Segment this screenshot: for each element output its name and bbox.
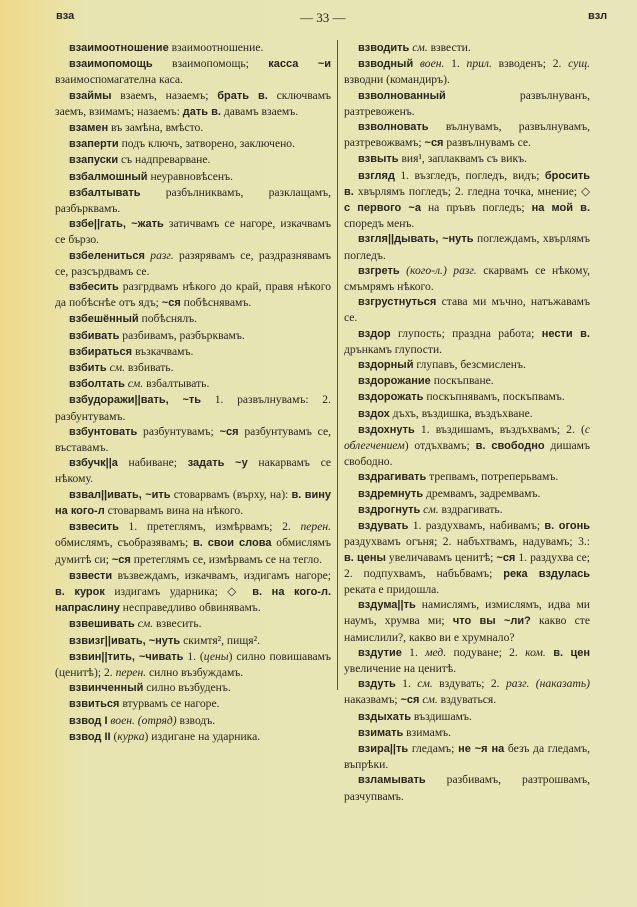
dictionary-entry [344,422,590,470]
dictionary-entry [55,649,331,680]
dictionary-entry [344,645,590,676]
headword: взаимоотношение [69,42,169,54]
translation: несправедливо обвинявамъ. [119,601,261,615]
translation: възвеждамъ, изкачвамъ, издигамъ нагоре; [112,568,331,582]
headword: взвинченный [69,682,144,695]
phrase: не ~я на [458,742,505,755]
grammar-label: перен. [115,665,147,679]
phrase: бросить в. [344,169,590,198]
translation: на пръвъ погледъ; [420,201,532,215]
dictionary-entry [55,136,331,152]
translation: побѣснявамъ. [180,296,252,310]
translation: наказвамъ; [344,693,401,707]
dictionary-entry [55,633,331,649]
grammar-label: прил. [466,57,492,71]
translation: претеглямъ се, измѣрвамъ се на тегло. [130,552,322,566]
dictionary-entry [344,676,590,708]
translation: глупавъ, безсмисленъ. [413,358,526,372]
translation: ) издигане на ударника. [144,729,261,743]
dictionary-entry [344,741,590,772]
headword: взбалмошный [69,170,148,183]
headword: вздорожать [358,391,424,404]
running-head-first-word: вза [56,10,75,22]
headword: взапуски [69,154,119,167]
translation: побѣснялъ. [138,312,198,326]
translation: взводъ. [176,713,216,727]
headword: взгреть [358,264,400,277]
headword: вздорный [358,359,414,372]
translation: развълнувамъ се. [443,136,531,150]
headword: взбелениться [69,249,145,262]
headword: взгля||дывать, ~нуть [358,233,474,246]
grammar-label: ком. [525,645,546,659]
headword: вздрагивать [358,471,427,484]
headword: взводный [358,58,414,71]
translation: реката е придошла. [344,582,440,596]
grammar-label: мед. [425,645,447,659]
grammar-label: см. [420,502,439,516]
dictionary-entry [344,486,590,502]
dictionary-entry [55,568,331,617]
dictionary-entry [55,311,331,327]
headword: взимать [358,726,404,739]
translation: разбълниквамъ, разклащамъ, разбърквамъ. [55,185,331,216]
phrase: ~ся [111,553,131,566]
translation: взаимоспомагателна каса. [55,73,183,87]
translation: 1. [401,645,426,659]
translation: поскъпнявамъ, поскъпвамъ. [423,390,565,404]
grammar-label: разг. [144,248,174,262]
headword: взвизг||ивать, ~нуть [69,634,181,647]
translation: ) силно повишавамъ (ценитѣ); 2. [55,649,331,679]
phrase: в. вину на кого-л [55,488,331,517]
translation: 1. претеглямъ, измѣрвамъ; 2. [118,520,301,534]
translation: ) отдъхвамъ; [404,439,476,453]
translation: обмислямъ, съобразявамъ; [55,536,193,550]
phrase: что вы ~ли? [452,615,531,628]
translation: взбивать. [125,361,174,375]
translation: трепвамъ, потреперьвамъ. [426,470,559,484]
dictionary-entry [55,376,331,392]
headword: взбивать [69,329,120,342]
translation: разбунтувамъ; [137,424,220,438]
grammar-label: см. [419,693,438,707]
phrase: в. свободно [475,440,545,453]
translation: сключвамъ заемъ, взимамъ; назаемъ: [55,88,332,118]
grammar-label: воен. (отряд) [107,713,177,727]
headword: взаперти [69,138,119,151]
dictionary-entry [344,518,590,597]
dictionary-entry [55,185,331,216]
translation: разбунтувамъ се, въставамъ. [55,424,332,455]
translation: развълнуванъ, разтревоженъ. [344,88,590,118]
phrase: в. свои слова [193,537,272,550]
dictionary-entry [344,40,590,56]
headword: взвешивать [69,618,135,631]
headword: взвыть [358,153,399,166]
headword: вздуть [358,678,396,691]
dictionary-entry [55,88,331,120]
headword: взволновать [358,121,429,134]
phrase: задать ~у [187,457,248,470]
translation: глупость; праздна работа; [390,326,542,340]
translation: взаемъ, назаемъ; [111,88,218,102]
dictionary-entry [344,389,590,405]
translation: подуване; 2. [446,645,526,659]
headword: вздувать [358,520,409,533]
phrase: в. цен [545,646,590,659]
grammar-label: перен. [300,520,331,534]
headword: взвод I [69,714,108,727]
translation: силно възбуденъ. [143,681,231,695]
dictionary-entry [55,344,331,360]
translation: вълнувамъ, развълнувамъ, разтревожвамъ; [344,120,590,150]
translation: разярявамъ се, раздразнявамъ се, разсърдвамъ се. [55,248,331,278]
dictionary-entry [344,597,590,645]
phrase: ~ся [424,137,444,150]
dictionary-entry [344,231,590,262]
translation: 1. [444,57,467,71]
page-number: — 33 — [300,10,346,25]
headword: взламывать [358,774,426,787]
translation: въздишамъ. [411,709,472,723]
translation: скарвамъ се нѣкому, смъмрямъ нѣкого. [344,263,590,294]
translation: какво сте намислили?, какво ви е хрумнало? [344,614,591,644]
phrase: касса ~и [268,58,332,71]
translation: ( [110,729,118,743]
dictionary-entry [55,392,331,423]
translation: намислямъ, измислямъ, идва ми наумъ, хрумва ми; [344,598,590,628]
translation: взводни (командиръ). [344,73,450,87]
translation: поглеждамъ, хвърлямъ погледъ. [344,232,590,262]
dictionary-entry [55,169,331,185]
translation: вия¹, заплаквамъ съ викъ. [398,152,528,166]
dictionary-entry [344,294,590,325]
translation: взаимопомощь; [152,57,269,71]
headword: взвал||ивать, ~ить [69,488,171,501]
translation: възкачвамъ. [132,344,194,358]
translation: раздухвамъ огъня; 2. набъхтвамъ, надувамъ; 3.: [344,535,590,549]
dictionary-entry [55,455,331,486]
headword: взбучк||а [69,457,118,470]
headword: взаимопомощь [69,58,153,71]
phrase: ~ся [161,297,181,310]
dictionary-entry [55,152,331,168]
dictionary-entry [344,709,590,725]
dictionary-entry [344,326,590,357]
dictionary-entry [344,406,590,422]
headword: вздорожание [358,375,431,388]
dictionary-entry [344,119,590,151]
phrase: дать в. [182,105,221,118]
grammar-label: сущ. [568,57,590,71]
dictionary-entry [344,263,590,294]
dictionary-entry [344,502,590,518]
grammar-label: (кого-л.) разг. [399,263,477,277]
dictionary-entry [344,469,590,485]
headword: взгляд [358,169,395,182]
phrase: ~ся [219,425,239,438]
translation: дремвамъ, задремвамъ. [423,486,541,500]
dictionary-entry [344,357,590,373]
grammar-label: цены [203,649,229,663]
translation: 1. развълнувамъ: 2. разбунтувамъ. [55,393,331,423]
dictionary-entry [344,168,590,232]
headword: взвесить [69,521,119,534]
grammar-label: разг. (наказать) [506,677,590,691]
dictionary-entry [55,680,331,696]
grammar-label: см. [409,41,428,54]
translation: 1. въздишамъ, въздъхвамъ; 2. ( [414,422,585,436]
headword: взвод II [69,730,111,743]
headword: вздрогнуть [358,503,421,516]
translation: въ замѣна, вмѣсто. [108,121,204,135]
dictionary-entry [55,120,331,136]
headword: взамен [69,122,109,135]
phrase: в. на кого-л. напраслину [55,585,331,615]
translation: давамъ взаемъ. [220,104,299,118]
headword: взаймы [69,89,112,102]
translation: стоварвамъ (върху, на): [170,487,292,501]
dictionary-entry [55,519,331,568]
dictionary-entry [344,772,590,803]
headword: вздума||ть [358,599,416,612]
translation: увеличение на ценитѣ. [344,661,457,675]
headword: взбалтывать [69,186,141,199]
translation: става ми мъчно, натъжавамъ се. [344,295,590,325]
dictionary-entry [55,279,331,311]
translation: хвърлямъ погледъ; 2. гледна точка, мнение; ◇ [353,184,590,198]
translation: взаимоотношение. [168,41,264,54]
column-divider [337,40,338,690]
translation: неуравновѣсенъ. [147,169,234,183]
headword: взгрустнуться [358,296,437,309]
translation: издигамъ ударника; ◇ [104,584,253,598]
phrase: брать в. [217,89,268,102]
dictionary-entry [344,151,590,167]
headword: взбудоражи||вать, ~ть [69,394,202,407]
grammar-label: воен. [413,57,445,71]
grammar-label: см. [124,377,144,391]
dictionary-entry [344,56,590,87]
running-head-last-word: взл [588,10,608,22]
translation: безъ да гледамъ, въпрѣки. [344,741,591,772]
translation: взимамъ. [403,725,452,739]
translation: вздрагивать. [438,502,503,516]
translation: 1. възгледъ, погледъ, видъ; [394,168,545,182]
headword: взводить [358,42,410,54]
translation: накарвамъ се нѣкому. [55,456,332,486]
phrase: нести в. [541,327,590,340]
translation: гледамъ; [408,741,459,755]
headword: вздохнуть [358,423,415,436]
dictionary-entry [55,248,331,279]
dictionary-entry [55,424,331,455]
headword: взбешённый [69,313,139,326]
headword: взболтать [69,378,125,391]
grammar-label: см. [106,361,126,375]
dictionary-entry [55,487,331,519]
translation: разбивамъ, разбърквамъ. [119,328,245,342]
headword: вздор [358,327,391,340]
headword: взбе||гать, ~жать [69,218,164,231]
translation: стоварвамъ вина на нѣкого. [104,503,244,517]
headword: взбунтовать [69,425,138,438]
translation: вздуваться. [437,693,497,707]
translation: дишамъ свободно. [344,439,590,469]
headword: взбираться [69,345,133,358]
left-column [55,40,331,745]
phrase: ~ся [400,694,420,707]
headword: взбесить [69,281,119,294]
phrase: ~ся [496,551,516,564]
grammar-label: курка [117,729,145,743]
headword: взвиться [69,698,120,711]
translation: набиване; [117,456,188,470]
headword: взвести [69,569,113,582]
translation: споредъ менъ. [344,217,415,231]
grammar-label: см. [417,677,433,691]
translation: 1. раздухвамъ, набивамъ; [408,519,545,533]
dictionary-entry [344,725,590,741]
translation: взводенъ; 2. [491,57,569,71]
headword: взволнованный [358,89,446,102]
dictionary-entry [55,328,331,344]
phrase: в. огонь [544,520,591,533]
dictionary-entry [344,88,590,119]
translation: дъхъ, въздишка, въздъхване. [389,406,533,420]
phrase: в. цены [344,551,386,564]
headword: вздремнуть [358,487,424,500]
translation: дрънкамъ глупости. [344,342,443,356]
dictionary-entry [55,713,331,729]
dictionary-entry [55,40,331,56]
dictionary-entry [344,373,590,389]
headword: взвин||тить, ~чивать [69,650,184,663]
dictionary-entry [55,729,331,745]
phrase: с первого ~а [344,202,421,215]
phrase: на мой в. [531,202,590,215]
translation: съ надпреварване. [118,153,211,167]
dictionary-entry [55,56,331,87]
dictionary-entry [55,360,331,376]
translation: силно възбуждамъ. [146,665,244,679]
dictionary-entry [55,216,331,247]
right-column [344,40,590,804]
translation: поскъпване. [430,374,494,388]
dictionary-entry [55,616,331,632]
translation: взвесить. [153,617,202,631]
translation: скимтя², пищя². [180,633,260,647]
translation: взвести. [427,41,471,54]
translation: взбалтывать. [143,377,210,391]
translation: 1. [395,677,418,691]
headword: вздох [358,407,390,420]
translation: затичвамъ се нагоре, изкачвамъ се бързо. [55,217,331,247]
phrase: в. курок [55,585,105,598]
translation: увеличавамъ ценитѣ; [385,550,497,564]
grammar-label: см. [134,617,154,631]
translation: разбивамъ, разтрошвамъ, разчупвамъ. [344,773,590,803]
grammar-label: с облегчением [344,422,590,453]
headword: взира||ть [358,742,409,755]
translation: втурвамъ се нагоре. [119,697,220,711]
translation: разгрдвамъ нѣкого до край, правя нѣкого да побѣснѣе отъ ядъ; [55,280,331,310]
translation: подъ ключъ, затворено, заключено. [118,137,295,151]
translation: 1. ( [183,649,204,663]
dictionary-entry [55,696,331,712]
phrase: река вздулась [503,567,591,580]
headword: взбить [69,362,107,375]
translation: вздувать; 2. [432,677,506,691]
headword: вздутие [358,646,402,659]
headword: вздыхать [358,710,411,723]
translation: обмислямъ думитѣ си; [55,536,331,566]
translation: 1. раздухва се; 2. подпухвамъ, набъбвамъ; [344,550,590,580]
